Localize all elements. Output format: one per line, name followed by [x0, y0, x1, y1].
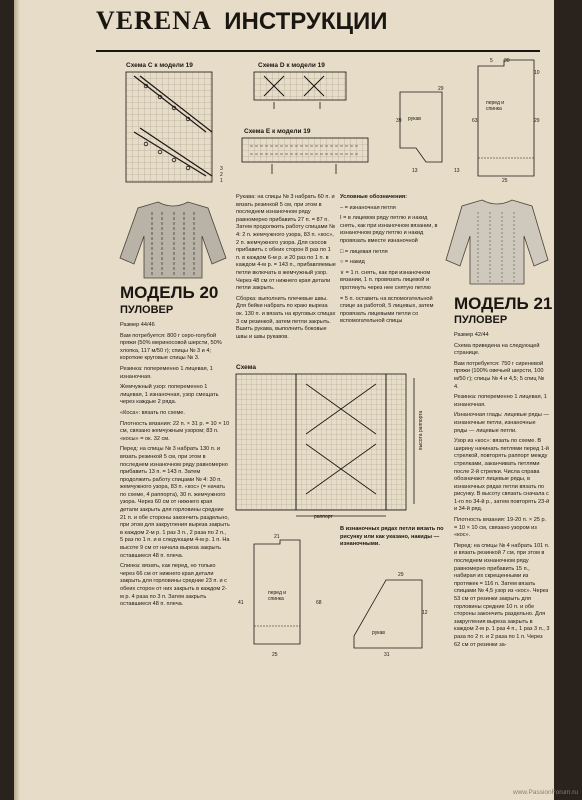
dim: 63 — [472, 118, 478, 124]
page-title: ИНСТРУКЦИИ — [224, 8, 388, 35]
text-paragraph: Вам потребуется: 800 г серо-голубой пряжи (50% мериносовой шерсти, 50% хлопка, 117 м/50 г); спицы № 3 и 4; короткие круговые спицы № 3. — [120, 332, 222, 362]
model-20-instructions-cont — [236, 194, 336, 344]
bottom-pattern-diagram — [236, 540, 446, 666]
text-paragraph: Спинка: вязать, как перед, но только через 66 см от нижнего края детали закрыть для горловины средние 23 п. и с обеих сторон от них закрыть в каждом 2-м р. 4 раза по 3 п. Затем закрыть оставшиеся 48 п. плеча. — [120, 563, 227, 608]
rapport-height-label: высота раппорта — [418, 410, 424, 450]
dim: 68 — [316, 600, 322, 606]
text-paragraph: Резинка: попеременно 1 лицевая, 1 изнаночная. — [120, 365, 213, 380]
scheme-c-row-1: 1 — [220, 178, 223, 184]
dim: 39 — [396, 118, 402, 124]
dim: 31 — [384, 652, 390, 658]
text-paragraph: Узор из «кос»: вязать по схеме. В ширину начинать петлями перед 1-й стрелкой, повторять раппорт между стрелками, заканчивать петлями после 2-й стрелки. Числа справа обозначают лицевые ряды, в изнаночных рядах петли вязать по рисунку. В высоту связать сначала с 1-го по 34-й р., затем повторять 23-й и 34-й ряд. — [454, 438, 550, 513]
knitting-note: В изнаночных рядах петли вязать по рисунку или как указано, накиды — изнаночными. — [340, 526, 444, 548]
top-sleeve-label: рукав — [408, 116, 421, 122]
legend-item: ∨ = 1 п. снять, как при изнаночном вязании, 1 п. провязать лицевой и протянуть через нее снятую петлю — [340, 269, 431, 291]
dim: 5 — [490, 58, 493, 64]
text-paragraph: Перед: на спицы № 3 набрать 130 п. и вязать резинкой 5 см, при этом в последнем изнаночном ряду равномерно прибавить 13 п. = 143 п. Затем продолжить работу спицами № 4: 30 п. жемчужного узора, 83 п. «кос» (= начать по схеме, 4 раппорта), 30 п. жемчужного узора. Через 60 см от нижнего края детали закрыть для горловины средние 21 п. и обе стороны закончить раздельно, при этом для закругления выреза закрыть в каждом 2-м р. 1 раз 3 п., 2 раза по 2 п., 5 раз по 1 п. и в следующем 4-м р. 1 п. На высоте 9 см от начала выреза закрыть оставшиеся 48 п. плеча. — [120, 446, 230, 559]
model-20-title: МОДЕЛЬ 20 — [120, 283, 219, 302]
model-21-instructions — [454, 332, 550, 652]
top-front-label: перед и спинка — [486, 100, 505, 112]
legend-item: ○ = накид — [340, 259, 365, 266]
dim: 29 — [438, 86, 444, 92]
dim: 41 — [238, 600, 244, 606]
brand-logo: VERENA — [96, 6, 212, 35]
dim: 29 — [398, 572, 404, 578]
legend-title: Условные обозначения: — [340, 194, 408, 200]
rapport-label: раппорт — [314, 514, 333, 520]
scheme-d-chart — [254, 72, 350, 110]
text-paragraph: Размер 44/46 — [120, 322, 155, 328]
text-paragraph: Жемчужный узор: попеременно 1 лицевая, 1 изнаночная, узор смещать через каждые 2 ряда. — [120, 384, 219, 406]
main-knitting-chart — [236, 374, 436, 524]
model-21-subtitle: ПУЛОВЕР — [454, 314, 508, 326]
text-paragraph: Резинка: попеременно 1 лицевая, 1 изнаночная. — [454, 394, 547, 408]
text-paragraph: Схема приведена на следующей странице. — [454, 342, 540, 357]
text-paragraph: Перед: на спицы № 4 набрать 101 п. и вязать резинкой 7 см, при этом в последнем изнаночном ряду равномерно прибавить 15 п., набирая их скрещенными из протяжек = 116 п. Затем вязать спицами № 4,5 узор из «кос». Через 53 см от резинки закрыть для горловины средние 10 п. и обе стороны закончить раздельно. Для закругления выреза закрыть в каждом 2-м р. 1 раз 4 п., 1 раз 3 п., 3 раза по 2 п. и 2 раза по 1 п. Через 62 см от резинки за- — [454, 542, 550, 648]
scheme-d-caption: Схема D к модели 19 — [258, 62, 325, 69]
scheme-c-chart — [126, 72, 218, 182]
dim: 21 — [274, 534, 280, 540]
bottom-front-label: перед и спинка — [268, 590, 287, 602]
dim: 10 — [534, 70, 540, 76]
text-paragraph: Размер 42/44 — [454, 332, 489, 338]
legend-item: = 5 п. оставить на вспомогательной спице за работой, 5 лицевых, затем провязать лицевыми петли со вспомогательной спицы — [340, 295, 434, 325]
text-paragraph: Плотность вязания: 19-20 п. × 25 р. = 10 × 10 см, связано узором из «кос». — [454, 517, 547, 539]
legend-item: – = изнаночная петля — [340, 204, 396, 211]
text-paragraph: Вам потребуется: 750 г сиреневой пряжи (100% овечьей шерсти, 100 м/50 г); спицы № 4 и 4,5; 5 спиц № 4. — [454, 360, 545, 390]
page-header — [96, 6, 388, 36]
footer-watermark: www.PassionForum.ru — [512, 789, 578, 796]
dim: 30 — [504, 58, 510, 64]
scheme-c-caption: Схема C к модели 19 — [126, 62, 193, 69]
model-20-instructions — [120, 322, 230, 612]
scheme-c-row-3: 3 — [220, 166, 223, 172]
bottom-sleeve-label: рукав — [372, 630, 385, 636]
sweater-20-illustration — [118, 198, 228, 282]
dim: 13 — [454, 168, 460, 174]
sweater-21-illustration — [444, 196, 550, 288]
dim: 25 — [502, 178, 508, 184]
text-paragraph: Рукава: на спицы № 3 набрать 60 п. и вязать резинкой 5 см, при этом в последнем изнаночном ряду равномерно прибавить 27 п. = 87 п. Затем продолжить работу спицами № 4: 2 п. жемчужного узора, 83 п. «кос», 2 п. жемчужного узора. Для скосов прибавить с обеих сторон 8 раз по 1 п. в каждом 6-м р. и 20 раз по 1 п. в каждом 4-м р. = 143 п., прибавляемые петли включать в жемчужный узор. Через 48 см от нижнего края детали петли закрыть. — [236, 194, 336, 292]
magazine-page — [14, 0, 554, 800]
text-paragraph: Изнаночная гладь: лицевые ряды — изнаночные петли, изнаночные ряды — лицевые петли. — [454, 412, 549, 434]
model-21-title: МОДЕЛЬ 21 — [454, 294, 553, 313]
dim: 13 — [412, 168, 418, 174]
scheme-e-chart — [242, 138, 372, 178]
dim: 25 — [272, 652, 278, 658]
scheme-c-row-2: 2 — [220, 172, 223, 178]
text-paragraph: «Коса»: вязать по схеме. — [120, 409, 185, 416]
main-scheme-caption: Схема — [236, 364, 257, 371]
dim: 12 — [422, 610, 428, 616]
text-paragraph: Плотность вязания: 22 п. × 31 р. = 10 × 10 см, связано жемчужным узором; 83 п. «косы» = ок. 32 см. — [120, 420, 230, 442]
text-paragraph: Сборка: выполнить плечевые швы. Для бейки набрать по краю выреза ок. 130 п. и вязать на круговых спицах 3 см резинкой, затем петли закрыть. Вшить рукава, выполнить боковые швы и швы рукавов. — [236, 295, 336, 340]
header-rule — [96, 50, 540, 52]
legend — [340, 194, 444, 329]
legend-item: I = в лицевом ряду петлю и накид снять, как при изнаночном вязании, в изнаночном ряду петлю и накид провязать вместе изнаночной — [340, 215, 438, 244]
dim: 29 — [534, 118, 540, 124]
model-20-subtitle: ПУЛОВЕР — [120, 304, 174, 316]
legend-item: □ = лицевая петля — [340, 248, 388, 255]
scheme-e-caption: Схема E к модели 19 — [244, 128, 311, 135]
